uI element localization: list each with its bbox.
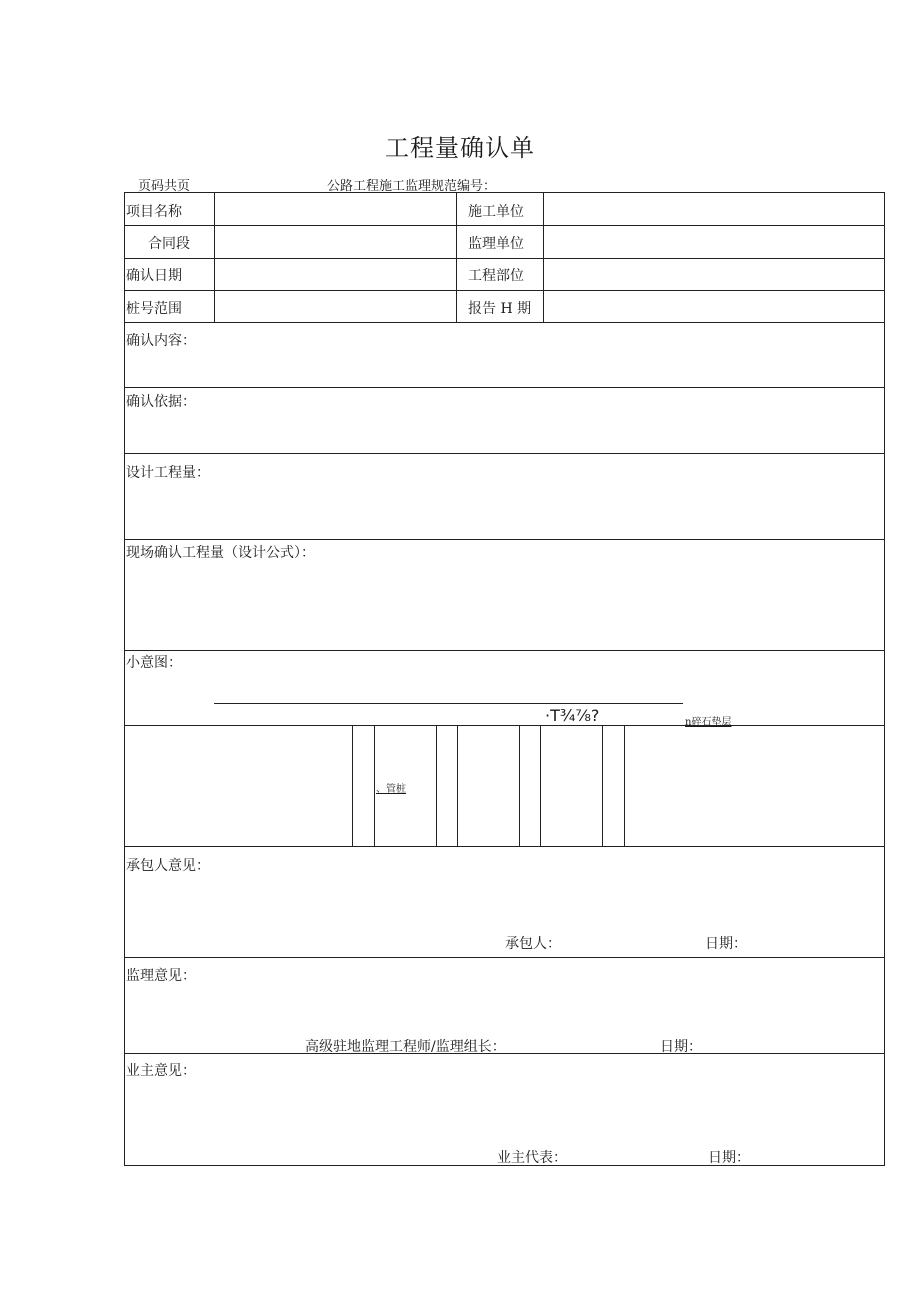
confirm-basis-label: 确认依据： xyxy=(126,394,196,410)
contractor-sign-label: 承包人： xyxy=(505,936,561,952)
pile-line xyxy=(602,725,603,846)
owner-opinion-label: 业主意见： xyxy=(126,1063,196,1079)
pile-line xyxy=(540,725,541,846)
project-part-label: 工程部位 xyxy=(468,268,524,284)
pile-line xyxy=(624,725,625,846)
section-divider xyxy=(124,846,885,847)
design-quantity-field[interactable] xyxy=(126,482,882,537)
pile-line xyxy=(374,725,375,846)
confirm-date-field[interactable] xyxy=(216,260,454,289)
supervisor-opinion-field[interactable] xyxy=(126,986,882,1030)
confirm-basis-field[interactable] xyxy=(126,411,882,451)
pile-line xyxy=(457,725,458,846)
row-divider xyxy=(124,322,885,323)
contractor-opinion-label: 承包人意见： xyxy=(126,858,210,874)
section-divider xyxy=(124,957,885,958)
report-date-field[interactable] xyxy=(545,292,883,321)
project-name-label: 项目名称 xyxy=(126,204,182,220)
page-count-text: 页码共页 xyxy=(138,179,191,194)
pile-line xyxy=(352,725,353,846)
sketch-ground-line xyxy=(214,703,683,704)
field-quantity-label: 现场确认工程量（设计公式）： xyxy=(126,545,315,561)
gravel-layer-label: n碎石垫层 xyxy=(685,717,732,728)
contract-section-label: 合同段 xyxy=(148,236,190,252)
contractor-unit-field[interactable] xyxy=(545,194,883,224)
owner-opinion-field[interactable] xyxy=(126,1081,882,1141)
owner-date-label: 日期： xyxy=(708,1150,750,1166)
page-title: 工程量确认单 xyxy=(385,134,535,162)
section-divider xyxy=(124,453,885,454)
sketch-label: 小意图： xyxy=(126,655,182,671)
supervision-unit-label: 监理单位 xyxy=(468,236,524,252)
spec-number-text: 公路工程施工监理规范编号： xyxy=(327,179,497,194)
pile-line xyxy=(519,725,520,846)
project-part-field[interactable] xyxy=(545,260,883,289)
section-divider xyxy=(124,725,885,726)
project-name-field[interactable] xyxy=(216,194,454,224)
section-divider xyxy=(124,539,885,540)
row-divider xyxy=(124,258,885,259)
sketch-symbol: ·T¾⅞? xyxy=(545,706,600,725)
supervisor-date-label: 日期： xyxy=(660,1039,702,1055)
column-divider xyxy=(456,192,457,322)
report-date-label: 报告 H 期 xyxy=(468,301,532,317)
confirm-date-label: 确认日期 xyxy=(126,268,182,284)
design-quantity-label: 设计工程量： xyxy=(126,465,210,481)
supervision-unit-field[interactable] xyxy=(545,227,883,257)
field-quantity-field[interactable] xyxy=(126,562,882,648)
pile-line xyxy=(436,725,437,846)
supervisor-opinion-label: 监理意见： xyxy=(126,968,196,984)
supervisor-sign-label: 高级驻地监理工程师/监理组长： xyxy=(305,1039,506,1055)
pipe-pile-label: 、管桩 xyxy=(376,784,406,795)
row-divider xyxy=(124,225,885,226)
contractor-date-label: 日期： xyxy=(705,936,747,952)
section-divider xyxy=(124,650,885,651)
contractor-opinion-field[interactable] xyxy=(126,876,882,928)
contract-section-field[interactable] xyxy=(216,227,454,257)
section-divider xyxy=(124,387,885,388)
station-range-label: 桩号范围 xyxy=(126,301,182,317)
row-divider xyxy=(124,290,885,291)
contractor-unit-label: 施工单位 xyxy=(468,204,524,220)
column-divider xyxy=(214,192,215,322)
owner-sign-label: 业主代表： xyxy=(497,1150,567,1166)
confirm-content-label: 确认内容： xyxy=(126,333,196,349)
column-divider xyxy=(543,192,544,322)
station-range-field[interactable] xyxy=(216,292,454,321)
confirm-content-field[interactable] xyxy=(126,350,882,384)
